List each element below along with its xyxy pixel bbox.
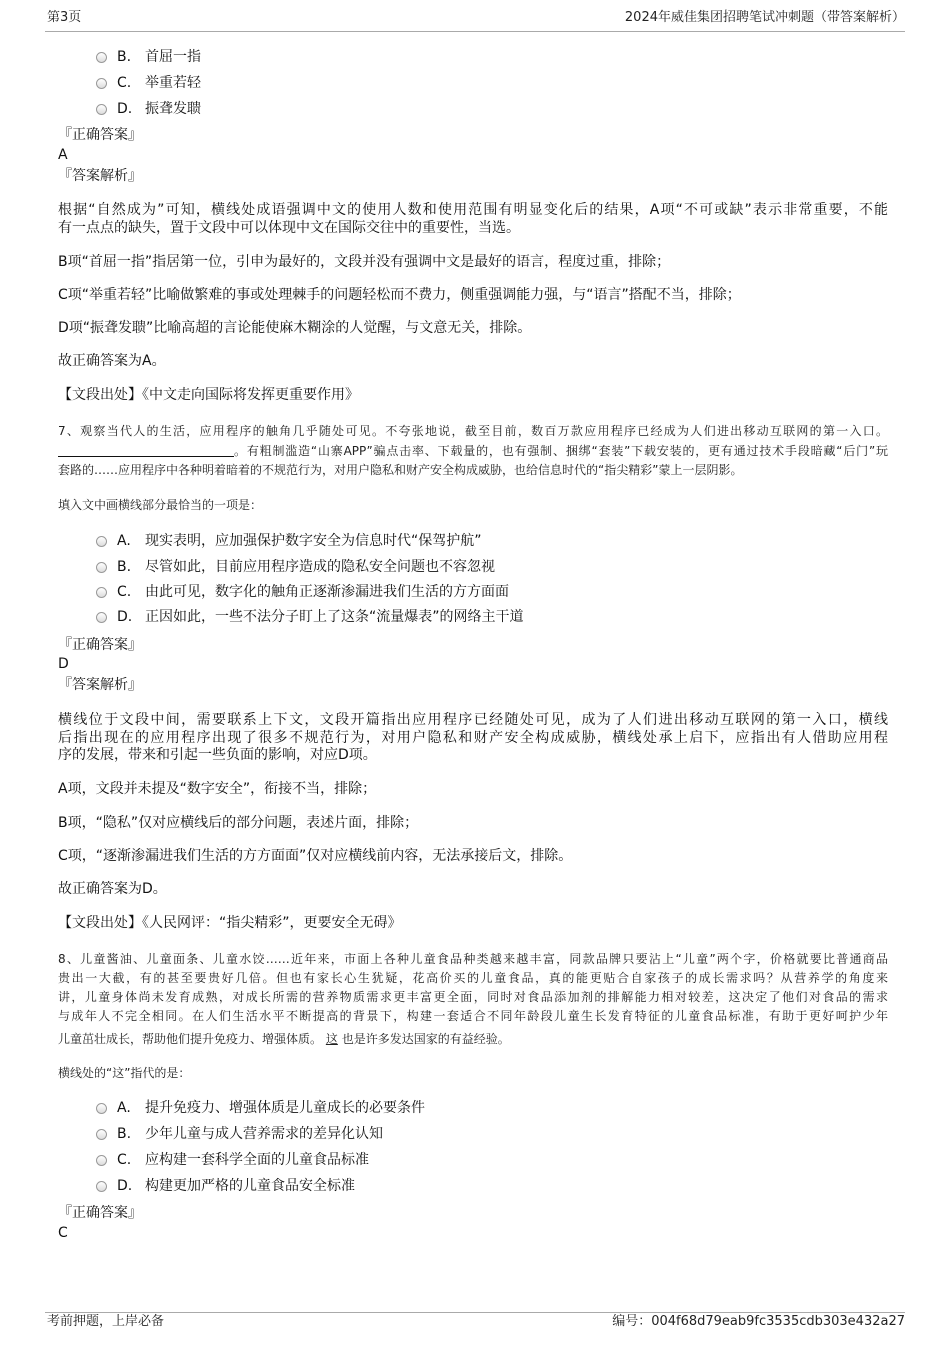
option-letter: B. — [117, 559, 132, 575]
option-text: 首屈一指 — [145, 49, 201, 65]
question-stem: 贵出一大截，有的甚至要贵好几倍。但也有家长心生犹疑，花高价买的儿童食品，真的能更贴合自家孩子的成长需求吗？从营养学的角度来 — [58, 971, 888, 985]
option-letter: D. — [117, 609, 133, 625]
option-text: 举重若轻 — [145, 75, 201, 91]
option-text: 由此可见，数字化的触角正逐渐渗漏进我们生活的方方面面 — [145, 584, 509, 600]
answer-label: 『正确答案』 — [58, 637, 142, 653]
radio-icon[interactable] — [96, 536, 107, 547]
analysis-option-c: C项，“逐渐渗漏进我们生活的方方面面”仅对应横线前内容，无法承接后文，排除。 — [58, 848, 573, 864]
radio-icon[interactable] — [96, 1155, 107, 1166]
analysis-label: 『答案解析』 — [58, 677, 142, 693]
analysis-option-d: D项“振聋发聩”比喻高超的言论能使麻木糊涂的人觉醒，与文意无关，排除。 — [58, 320, 532, 336]
document-id: 编号：004f68d79eab9fc3535cdb303e432a27 — [612, 1314, 905, 1329]
analysis-option-c: C项“举重若轻”比喻做繁难的事或处理棘手的问题轻松而不费力，侧重强调能力强，与“语言”搭配不当，排除； — [58, 287, 741, 303]
question-prompt: 填入文中画横线部分最恰当的一项是： — [58, 498, 263, 512]
question-stem — [58, 442, 888, 460]
answer-label: 『正确答案』 — [58, 1205, 142, 1221]
option-text: 尽管如此，目前应用程序造成的隐私安全问题也不容忽视 — [145, 559, 495, 575]
question-stem: 与成年人不完全相同。在人们生活水平不断提高的背景下，构建一套适合不同年龄段儿童生长发育特征的儿童食品标准，有助于更好呵护少年 — [58, 1009, 888, 1023]
document-title: 2024年威佳集团招聘笔试冲刺题（带答案解析） — [624, 10, 905, 25]
question-prompt: 横线处的“这”指代的是： — [58, 1066, 191, 1080]
option-letter: C. — [117, 1152, 132, 1168]
option-text: 少年儿童与成人营养需求的差异化认知 — [145, 1126, 383, 1142]
question-stem — [58, 1030, 510, 1048]
analysis-option-a: A项，文段并未提及“数字安全”，衔接不当，排除； — [58, 781, 377, 797]
answer-label: 『正确答案』 — [58, 127, 142, 143]
header-divider — [45, 31, 905, 32]
radio-icon[interactable] — [96, 104, 107, 115]
question-stem: 7、观察当代人的生活，应用程序的触角几乎随处可见。不夸张地说，截至目前，数百万款应用程序已经成为人们进出移动互联网的第一入口。 — [58, 424, 888, 438]
analysis-text: 根据“自然成为”可知，横线处成语强调中文的使用人数和使用范围有明显变化后的结果，A项“不可或缺”表示非常重要，不能 — [58, 202, 888, 218]
radio-icon[interactable] — [96, 1103, 107, 1114]
option-d[interactable] — [96, 608, 524, 626]
option-a[interactable] — [96, 532, 482, 550]
conclusion: 故正确答案为A。 — [58, 353, 166, 369]
option-d[interactable] — [96, 100, 201, 118]
analysis-text: 序的发展，带来和引起一些负面的影响，对应D项。 — [58, 747, 377, 763]
underlined-word: 这 — [325, 1032, 338, 1046]
source: 【文段出处】《人民网评：“指尖精彩”，更要安全无碍》 — [58, 915, 402, 931]
option-c[interactable] — [96, 74, 201, 92]
radio-icon[interactable] — [96, 78, 107, 89]
footer-slogan: 考前押题，上岸必备 — [47, 1314, 165, 1329]
answer-value: D — [58, 656, 69, 672]
option-text: 正因如此，一些不法分子盯上了这条“流量爆表”的网络主干道 — [145, 609, 524, 625]
option-text: 应构建一套科学全面的儿童食品标准 — [145, 1152, 369, 1168]
option-text: 现实表明，应加强保护数字安全为信息时代“保驾护航” — [145, 533, 482, 549]
option-b[interactable] — [96, 48, 201, 66]
option-letter: C. — [117, 584, 132, 600]
option-letter: C. — [117, 75, 132, 91]
option-b[interactable] — [96, 1125, 383, 1143]
question-stem: 讲，儿童身体尚未发育成熟，对成长所需的营养物质需求更丰富更全面，同时对食品添加剂的排解能力相对较差，这决定了他们对食品的需求 — [58, 990, 888, 1004]
option-a[interactable] — [96, 1099, 425, 1117]
analysis-text: 横线位于文段中间，需要联系上下文，文段开篇指出应用程序已经随处可见，成为了人们进出移动互联网的第一入口，横线 — [58, 712, 888, 728]
option-c[interactable] — [96, 583, 509, 601]
option-letter: D. — [117, 1178, 133, 1194]
radio-icon[interactable] — [96, 562, 107, 573]
radio-icon[interactable] — [96, 1181, 107, 1192]
stem-text: 也是许多发达国家的有益经验。 — [341, 1032, 510, 1046]
option-letter: B. — [117, 1126, 132, 1142]
fill-blank — [58, 442, 234, 457]
option-letter: B. — [117, 49, 132, 65]
question-stem: 8、儿童酱油、儿童面条、儿童水饺……近年来，市面上各种儿童食品种类越来越丰富，同款品牌只要沾上“儿童”两个字，价格就要比普通商品 — [58, 952, 888, 966]
option-letter: A. — [117, 533, 131, 549]
analysis-option-b: B项，“隐私”仅对应横线后的部分问题，表述片面，排除； — [58, 815, 419, 831]
option-letter: D. — [117, 101, 133, 117]
analysis-option-b: B项“首屈一指”指居第一位，引申为最好的，文段并没有强调中文是最好的语言，程度过重，排除； — [58, 254, 671, 270]
radio-icon[interactable] — [96, 1129, 107, 1140]
option-text: 提升免疫力、增强体质是儿童成长的必要条件 — [145, 1100, 425, 1116]
answer-value: C — [58, 1225, 68, 1241]
page-number: 第3页 — [47, 10, 82, 25]
option-letter: A. — [117, 1100, 131, 1116]
analysis-text: 后指出现在的应用程序出现了很多不规范行为，对用户隐私和财产安全构成威胁，横线处承上启下，应指出有人借助应用程 — [58, 730, 888, 746]
option-text: 构建更加严格的儿童食品安全标准 — [145, 1178, 355, 1194]
option-b[interactable] — [96, 558, 495, 576]
stem-text: 儿童茁壮成长，帮助他们提升免疫力、增强体质。 — [58, 1032, 323, 1046]
answer-value: A — [58, 147, 68, 163]
option-d[interactable] — [96, 1177, 355, 1195]
radio-icon[interactable] — [96, 587, 107, 598]
option-c[interactable] — [96, 1151, 369, 1169]
analysis-text: 有一点点的缺失，置于文段中可以体现中文在国际交往中的重要性，当选。 — [58, 220, 520, 236]
analysis-label: 『答案解析』 — [58, 168, 142, 184]
stem-text: 。有粗制滥造“山寨APP”骗点击率、下载量的，也有强制、捆绑“套装”下载安装的，更有通过技术手段暗藏“后门”玩 — [234, 444, 888, 458]
option-text: 振聋发聩 — [145, 101, 201, 117]
radio-icon[interactable] — [96, 612, 107, 623]
radio-icon[interactable] — [96, 52, 107, 63]
question-stem: 套路的……应用程序中各种明着暗着的不规范行为，对用户隐私和财产安全构成威胁，也给信息时代的“指尖精彩”蒙上一层阴影。 — [58, 463, 743, 477]
conclusion: 故正确答案为D。 — [58, 881, 167, 897]
source: 【文段出处】《中文走向国际将发挥更重要作用》 — [58, 387, 359, 403]
